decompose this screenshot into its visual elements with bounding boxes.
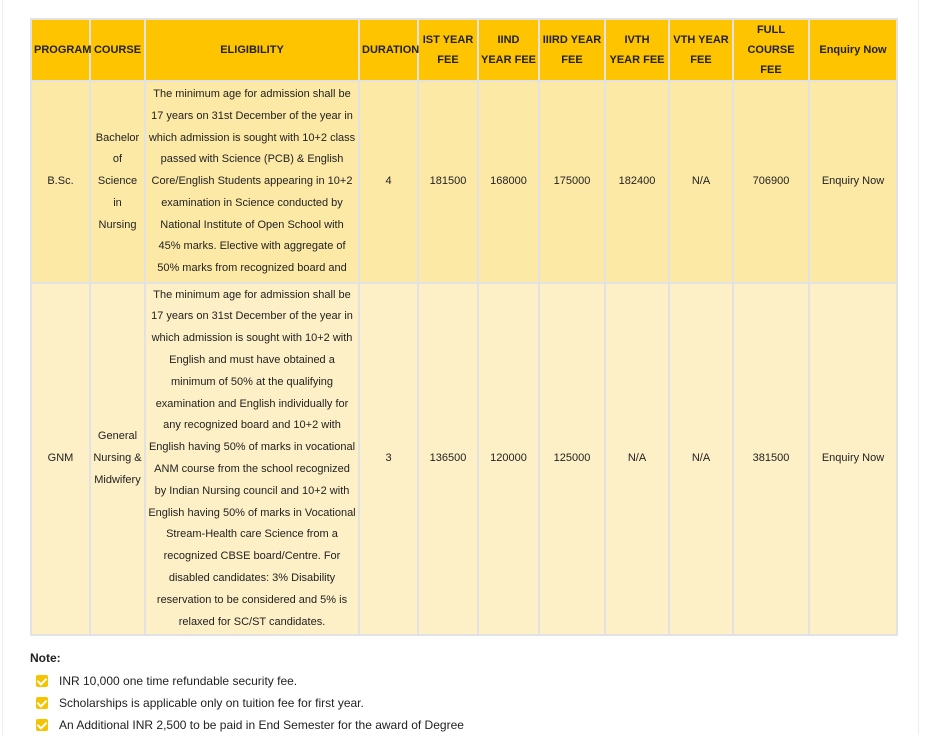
fee-4-cell: 182400: [605, 81, 669, 283]
fee-4-cell: N/A: [605, 283, 669, 635]
eligibility-cell: The minimum age for admission shall be 17 years on 31st December of the year in which admission is sought with 10+2 class passed with Science (PCB) & English Core/English Students appearing in 10+2 examination in Science conducted by National Institute of Open School with 45% marks. Elective with aggregate of 50% marks from recognized board and: [145, 81, 359, 283]
list-item: [30, 714, 910, 736]
table-header-row: [31, 19, 897, 81]
program-cell: GNM: [31, 283, 90, 635]
eligibility-cell: The minimum age for admission shall be 17 years on 31st December of the year in which admission is sought with 10+2 with English and must have obtained a minimum of 50% at the qualifying examination and English individually for any recognized board and 10+2 with English having 50% of marks in vocational ANM course from the school recognized by Indian Nursing council and 10+2 with English having 50% of marks in Vocational Stream-Health care Science from a recognized CBSE board/Centre. For disabled candidates: 3% Disability reservation to be considered and 5% is relaxed for SC/ST candidates.: [145, 283, 359, 635]
fee-2-cell: 168000: [478, 81, 539, 283]
note-text: An Additional INR 2,500 to be paid in End Semester for the award of Degree: [59, 718, 464, 732]
full-fee-cell: 706900: [733, 81, 809, 283]
note-list: [30, 670, 910, 736]
duration-cell: 4: [359, 81, 418, 283]
list-item: [30, 692, 910, 714]
header-program: PROGRAM: [31, 19, 90, 81]
full-fee-cell: 381500: [733, 283, 809, 635]
header-eligibility: ELIGIBILITY: [145, 19, 359, 81]
course-cell: Bachelor of Science in Nursing: [90, 81, 145, 283]
course-cell: General Nursing & Midwifery: [90, 283, 145, 635]
enquiry-cell: [809, 283, 897, 635]
fee-table: [30, 18, 898, 636]
header-fee-2: IIND YEAR FEE: [478, 19, 539, 81]
note-text: Scholarships is applicable only on tuition fee for first year.: [59, 696, 364, 710]
fee-5-cell: N/A: [669, 81, 733, 283]
fee-1-cell: 181500: [418, 81, 478, 283]
header-fee-5: VTH YEAR FEE: [669, 19, 733, 81]
note-text: INR 10,000 one time refundable security fee.: [59, 674, 298, 688]
header-fee-4: IVTH YEAR FEE: [605, 19, 669, 81]
enquiry-cell: [809, 81, 897, 283]
header-fee-3: IIIRD YEAR FEE: [539, 19, 605, 81]
fee-3-cell: 175000: [539, 81, 605, 283]
enquiry-now-link[interactable]: Enquiry Now: [821, 175, 885, 188]
fee-2-cell: 120000: [478, 283, 539, 635]
program-cell: B.Sc.: [31, 81, 90, 283]
table-row: [31, 283, 897, 635]
checkbox-icon: [36, 697, 48, 709]
header-enquiry: Enquiry Now: [809, 19, 897, 81]
table-row: [31, 81, 897, 283]
notes-section: [30, 650, 910, 736]
checkbox-icon: [36, 719, 48, 731]
note-title: Note:: [30, 651, 61, 665]
checkbox-icon: [36, 675, 48, 687]
enquiry-now-link[interactable]: Enquiry Now: [821, 452, 885, 465]
fee-1-cell: 136500: [418, 283, 478, 635]
header-course: COURSE: [90, 19, 145, 81]
header-duration: DURATION: [359, 19, 418, 81]
fee-3-cell: 125000: [539, 283, 605, 635]
fee-5-cell: N/A: [669, 283, 733, 635]
duration-cell: 3: [359, 283, 418, 635]
header-fee-1: IST YEAR FEE: [418, 19, 478, 81]
list-item: [30, 670, 910, 692]
header-full-fee: FULL COURSE FEE: [733, 19, 809, 81]
